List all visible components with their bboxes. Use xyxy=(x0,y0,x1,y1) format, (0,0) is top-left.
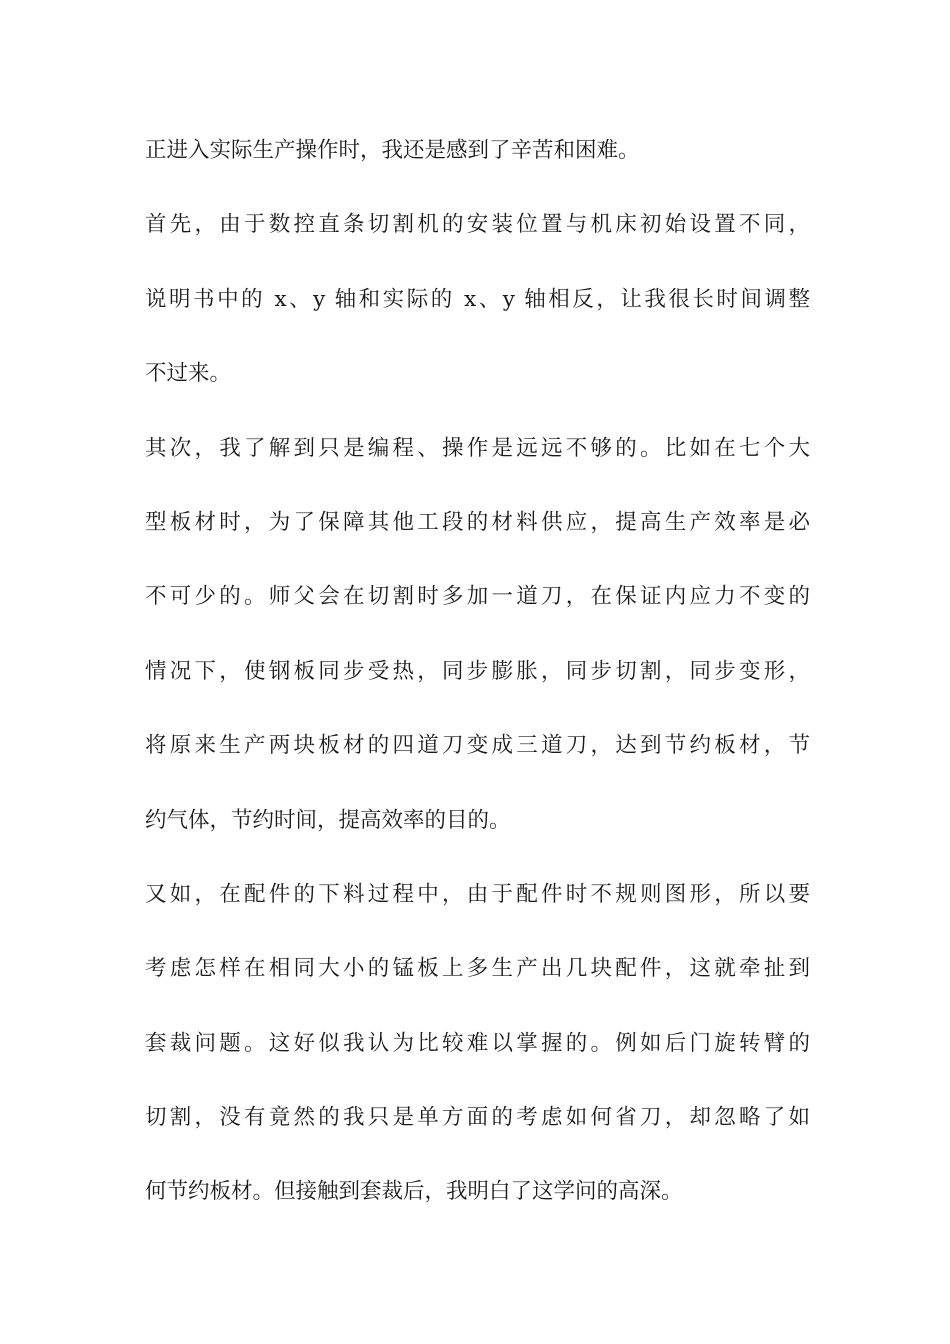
text-line: 不可少的。师父会在切割时多加一道刀，在保证内应力不变的 xyxy=(145,584,810,610)
text-line: 将原来生产两块板材的四道刀变成三道刀，达到节约板材，节 xyxy=(145,733,810,759)
text-line: 套裁问题。这好似我认为比较难以掌握的。例如后门旋转臂的 xyxy=(145,1030,810,1056)
text-line: 情况下，使钢板同步受热，同步膨胀，同步切割，同步变形， xyxy=(145,658,810,684)
text-line: 又如，在配件的下料过程中，由于配件时不规则图形，所以要 xyxy=(145,881,810,907)
text-line: 型板材时，为了保障其他工段的材料供应，提高生产效率是必 xyxy=(145,509,810,535)
text-line: 其次，我了解到只是编程、操作是远远不够的。比如在七个大 xyxy=(145,435,810,461)
text-line: 说明书中的 x、y 轴和实际的 x、y 轴相反，让我很长时间调整 xyxy=(145,286,810,312)
text-line: 何节约板材。但接触到套裁后，我明白了这学问的高深。 xyxy=(145,1179,683,1205)
text-line: 约气体，节约时间，提高效率的目的。 xyxy=(145,807,511,833)
text-line: 切割，没有竟然的我只是单方面的考虑如何省刀，却忽略了如 xyxy=(145,1105,810,1131)
text-line: 首先，由于数控直条切割机的安装位置与机床初始设置不同， xyxy=(145,212,810,238)
document-body xyxy=(145,128,810,1244)
text-line: 正进入实际生产操作时，我还是感到了辛苦和困难。 xyxy=(145,138,640,163)
text-line: 不过来。 xyxy=(145,361,232,387)
text-line: 考虑怎样在相同大小的锰板上多生产出几块配件，这就牵扯到 xyxy=(145,956,810,982)
